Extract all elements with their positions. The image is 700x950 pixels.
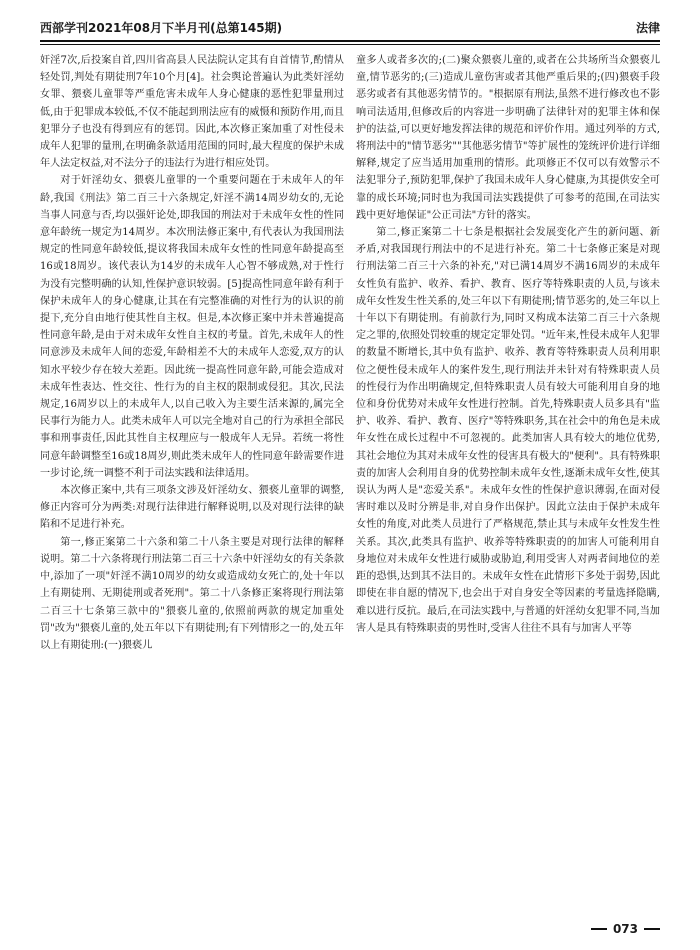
paragraph: 第一,修正案第二十六条和第二十八条主要是对现行法律的解释说明。第二十六条将现行刑法第二百三十六条中奸淫幼女的有关条款中,添加了一项"奸淫不满10周岁的幼女或造成幼女死亡的,处十年以上有期徒刑、无期徒刑或者死刑"。第二十八条修正案将现行刑法第二百三十七条第三款中的"猥亵儿童的,依照前两款的规定加重处罚"改为"猥亵儿童的,处五年以下有期徒刑;有下列情形之一的,处五年以上有期徒刑:(一)猥亵儿 xyxy=(40,536,344,651)
page-header xyxy=(40,14,660,36)
footer-dash xyxy=(591,928,607,930)
paragraph: 本次修正案中,共有三项条文涉及奸淫幼女、猥亵儿童罪的调整,修正内容可分为两类:对现行法律进行解释说明,以及对现行法律的缺陷和不足进行补充。 xyxy=(40,485,344,531)
page-number: 073 xyxy=(612,922,638,936)
footer-dash xyxy=(644,928,660,930)
paragraph: 对于奸淫幼女、猥亵儿童罪的一个重要问题在于未成年人的年龄,我国《刑法》第二百三十六条规定,奸淫不满14周岁幼女的,无论当事人同意与否,均以强奸论处,即我国的刑法对于未成年女性的性同意年龄统一规定为14周岁。本次刑法修正案中,有代表认为我国刑法规定的性同意年龄较低,提议将我国未成年女性的性同意年龄提高至16或18周岁。该代表认为14岁的未成年人心智不够成熟,对于性行为没有完整明确的认知,性保护意识较弱。[5]提高性同意年龄有利于保护未成年人的身心健康,让其在有完整准确的对性行为的认识的前提下,充分自由地行使其性自主权。但是,本次修正案中并未普遍提高性同意年龄,是由于对未成年女性自主权的考量。首先,未成年人的性同意涉及未成年人间的恋爱,年龄相差不大的未成年人恋爱,双方的认知水平较少存在较大差距。因此统一提高性同意年龄,可能会造成对未成年性表达、性交往、性行为的自主权的限制或侵犯。其次,民法规定,16周岁以上的未成年人,以自己收入为主要生活来源的,属完全民事行为能力人。此类未成年人可以完全地对自己的行为承担全部民事和刑事责任,因此其性自主权理应与一般成年人无异。若统一将性同意年龄调整至16或18周岁,则此类未成年人的性同意年龄需要作进一步讨论,统一调整不利于司法实践和法律适用。 xyxy=(40,175,344,479)
header-rule-thin xyxy=(40,44,660,45)
right-column xyxy=(356,52,660,637)
section-label: 法律 xyxy=(635,21,660,35)
paragraph: 童多人或者多次的;(二)聚众猥亵儿童的,或者在公共场所当众猥亵儿童,情节恶劣的;(三)造成儿童伤害或者其他严重后果的;(四)猥亵手段恶劣或者有其他恶劣情节的。"根据原有刑法,虽然不进行修改也不影响司法适用,但修改后的内容进一步明确了法律针对的犯罪主体和保护的法益,可以更好地发挥法律的规范和评价作用。通过列举的方式,将刑法中的"情节恶劣""其他恶劣情节"等扩展性的笼统评价进行详细解释,规定了应当适用加重刑的情形。此项修正不仅可以有效警示不法犯罪分子,预防犯罪,保护了我国未成年人身心健康,为其提供安全可靠的成长环境;同时也为我国司法实践提供了可参考的范围,在司法实践中更好地保证"公正司法"方针的落实。 xyxy=(356,55,660,221)
paragraph: 奸淫7次,后投案自首,四川省高县人民法院认定其有自首情节,酌情从轻处罚,判处有期徒刑7年10个月[4]。社会舆论普遍认为此类奸淫幼女罪、猥亵儿童罪等严重危害未成年人身心健康的恶性犯罪量刑过低,由于犯罪成本较低,不仅不能起到刑法应有的威慑和预防作用,而且犯罪分子也没有得到应有的惩罚。因此,本次修正案加重了对性侵未成年人犯罪的量刑,在明确条款适用范围的同时,最大程度的保护未成年人法定权益,对不法分子的违法行为进行相应处罚。 xyxy=(40,55,344,170)
journal-title: 西部学刊2021年08月下半月刊(总第145期) xyxy=(40,21,283,35)
header-rule xyxy=(40,40,660,42)
paragraph: 第二,修正案第二十七条是根据社会发展变化产生的新问题、新矛盾,对我国现行刑法中的不足进行补充。第二十七条修正案是对现行刑法第二百三十六条的补充,"对已满14周岁不满16周岁的未成年女性负有监护、收养、看护、教育、医疗等特殊职责的人员,与该未成年女性发生性关系的,处三年以下有期徒刑;情节恶劣的,处三年以上十年以下有期徒刑。有前款行为,同时又构成本法第二百三十六条规定之罪的,依照处罚较重的规定定罪处罚。"近年来,性侵未成年人犯罪的数量不断增长,其中负有监护、收养、教育等特殊职责人员利用职位之便性侵未成年人的案件发生,现行刑法并未针对有特殊职责人员的性侵行为作出明确规定,但特殊职责人员有较大可能利用自身的地位和身份优势对未成年女性进行控制。首先,特殊职责人员多具有"监护、收养、看护、教育、医疗"等特殊职务,其在社会中的角色是未成年女性在成长过程中不可忽视的。此类加害人具有较大的地位优势,其社会地位为其对未成年女性的侵害具有极大的"便利"。具有特殊职责的加害人会利用自身的优势控制未成年女性,逐渐未成年女性,使其误认为两人是"恋爱关系"。未成年女性的性保护意识薄弱,在面对侵害时难以及时分辨是非,对自身作出保护。因此立法由于保护未成年女性的角度,对此类人员进行了严格规范,禁止其与未成年女性发生性关系。其次,此类具有监护、收养等特殊职责的的加害人可能利用自身地位对未成年女性进行威胁或胁迫,利用受害人对两者间地位的差距的恐惧,达到其不法目的。未成年女性在此情形下多处于弱势,因此即使在非自愿的情况下,也会出于对自身安全等因素的考量选择隐瞒,难以进行反抗。最后,在司法实践中,与普通的奸淫幼女犯罪不同,当加害人是具有特殊职责的男性时,受害人往往不具有与加害人平等 xyxy=(356,227,660,634)
left-column xyxy=(40,52,344,654)
page-footer xyxy=(560,922,660,936)
